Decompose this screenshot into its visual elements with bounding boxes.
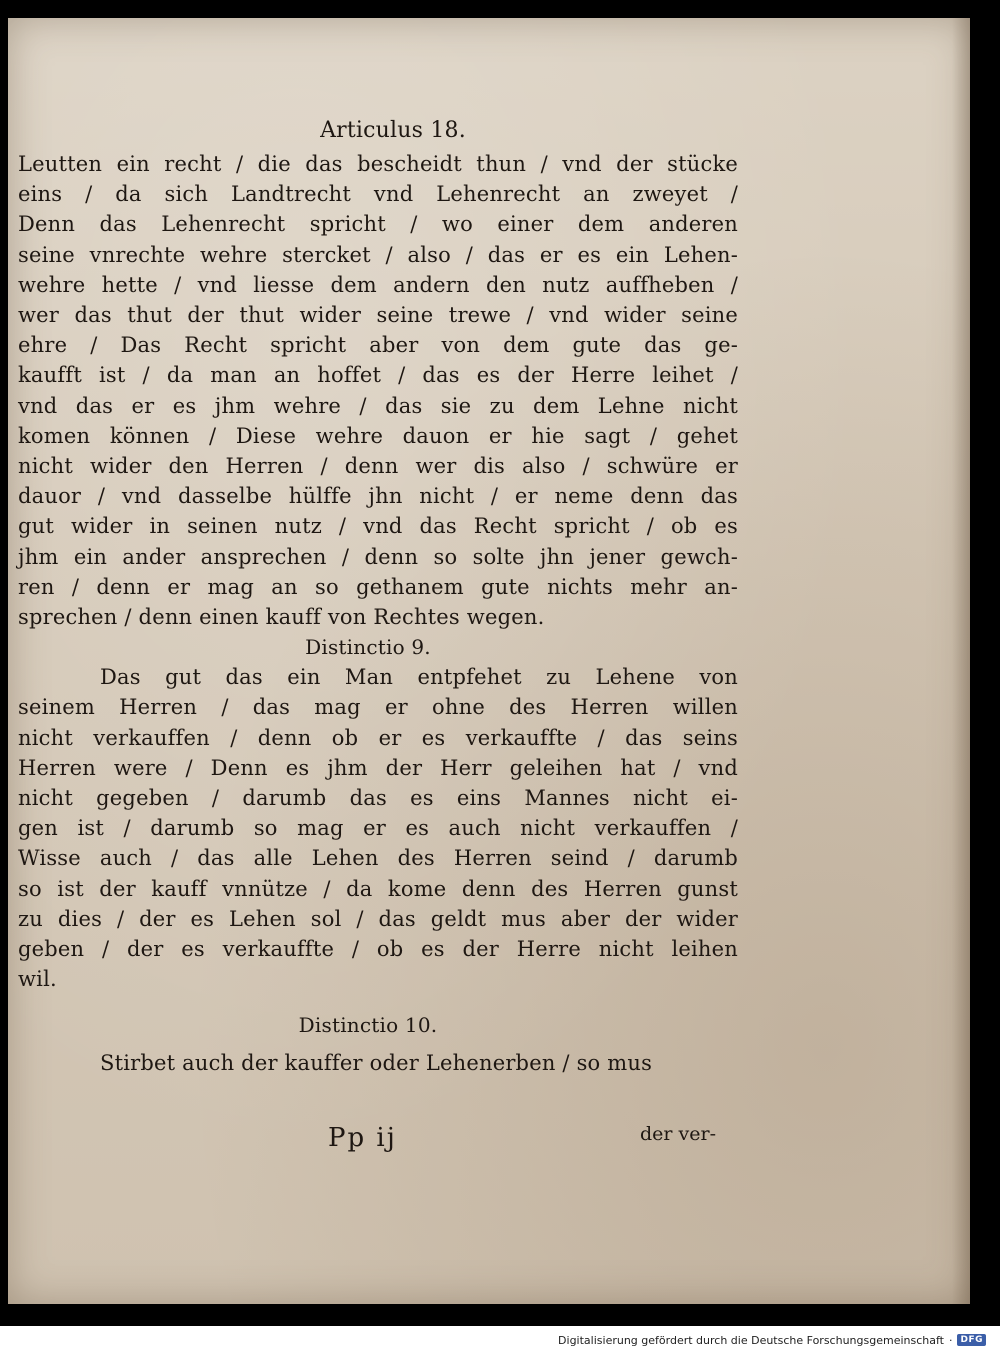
text-line: seine vnrechte wehre stercket / also / das er es ein Lehen- <box>18 242 738 267</box>
text-line: nicht verkauffen / denn ob er es verkauffte / das seins <box>18 725 738 750</box>
distinctio-10-heading: Distinctio 10. <box>298 1013 438 1038</box>
text-line: wil. <box>18 967 57 992</box>
credit-text: Digitalisierung gefördert durch die Deutsche Forschungsgemeinschaft <box>558 1333 944 1347</box>
text-line: jhm ein ander ansprechen / denn so solte jhn jener gewch- <box>18 544 738 569</box>
text-line: nicht wider den Herren / denn wer dis also / schwüre er <box>18 454 738 479</box>
credit-separator: · <box>948 1333 953 1347</box>
text-line: gen ist / darumb so mag er es auch nicht verkauffen / <box>18 816 738 841</box>
text-line: eins / da sich Landtrecht vnd Lehenrecht an zweyet / <box>18 182 738 207</box>
text-line: vnd das er es jhm wehre / das sie zu dem Lehne nicht <box>18 393 738 418</box>
text-line: Das gut das ein Man entpfehet zu Lehene von <box>100 665 738 690</box>
distinctio-9-heading: Distinctio 9. <box>305 635 431 660</box>
paragraph-1 <box>18 149 738 632</box>
text-line: sprechen / denn einen kauff von Rechtes wegen. <box>18 605 545 630</box>
text-line: komen können / Diese wehre dauon er hie sagt / gehet <box>18 423 738 448</box>
text-line: Herren were / Denn es jhm der Herr geleihen hat / vnd <box>18 755 738 780</box>
catchword: der ver- <box>640 1123 717 1145</box>
dfg-logo-icon: DFG <box>957 1334 986 1346</box>
book-page <box>8 18 970 1304</box>
text-line: ehre / Das Recht spricht aber von dem gute das ge- <box>18 333 738 358</box>
text-line: dauor / vnd dasselbe hülffe jhn nicht / er neme denn das <box>18 484 738 509</box>
running-header: Articulus 18. <box>320 118 466 143</box>
text-line: geben / der es verkauffte / ob es der Herre nicht leihen <box>18 937 738 962</box>
text-line: Wisse auch / das alle Lehen des Herren seind / darumb <box>18 846 738 871</box>
text-line: wer das thut der thut wider seine trewe / vnd wider seine <box>18 303 738 328</box>
text-line: nicht gegeben / darumb das es eins Mannes nicht ei- <box>18 786 738 811</box>
signature-mark: Pp ij <box>328 1123 397 1153</box>
text-line: Denn das Lehenrecht spricht / wo einer dem anderen <box>18 212 738 237</box>
page-text <box>18 116 738 1079</box>
paragraph-3-line: Stirbet auch der kauffer oder Lehenerben / so mus <box>100 1051 653 1076</box>
digitization-credit <box>558 1332 986 1348</box>
text-line: kaufft ist / da man an hoffet / das es der Herre leihet / <box>18 363 738 388</box>
text-line: seinem Herren / das mag er ohne des Herren willen <box>18 695 738 720</box>
text-line: so ist der kauff vnnütze / da kome denn des Herren gunst <box>18 876 738 901</box>
text-line: ren / denn er mag an so gethanem gute nichts mehr an- <box>18 574 738 599</box>
text-line: gut wider in seinen nutz / vnd das Recht spricht / ob es <box>18 514 738 539</box>
text-line: zu dies / der es Lehen sol / das geldt mus aber der wider <box>18 906 738 931</box>
paragraph-2 <box>18 662 738 994</box>
text-line: wehre hette / vnd liesse dem andern den nutz auffheben / <box>18 272 738 297</box>
text-line: Leutten ein recht / die das bescheidt thun / vnd der stücke <box>18 152 738 176</box>
